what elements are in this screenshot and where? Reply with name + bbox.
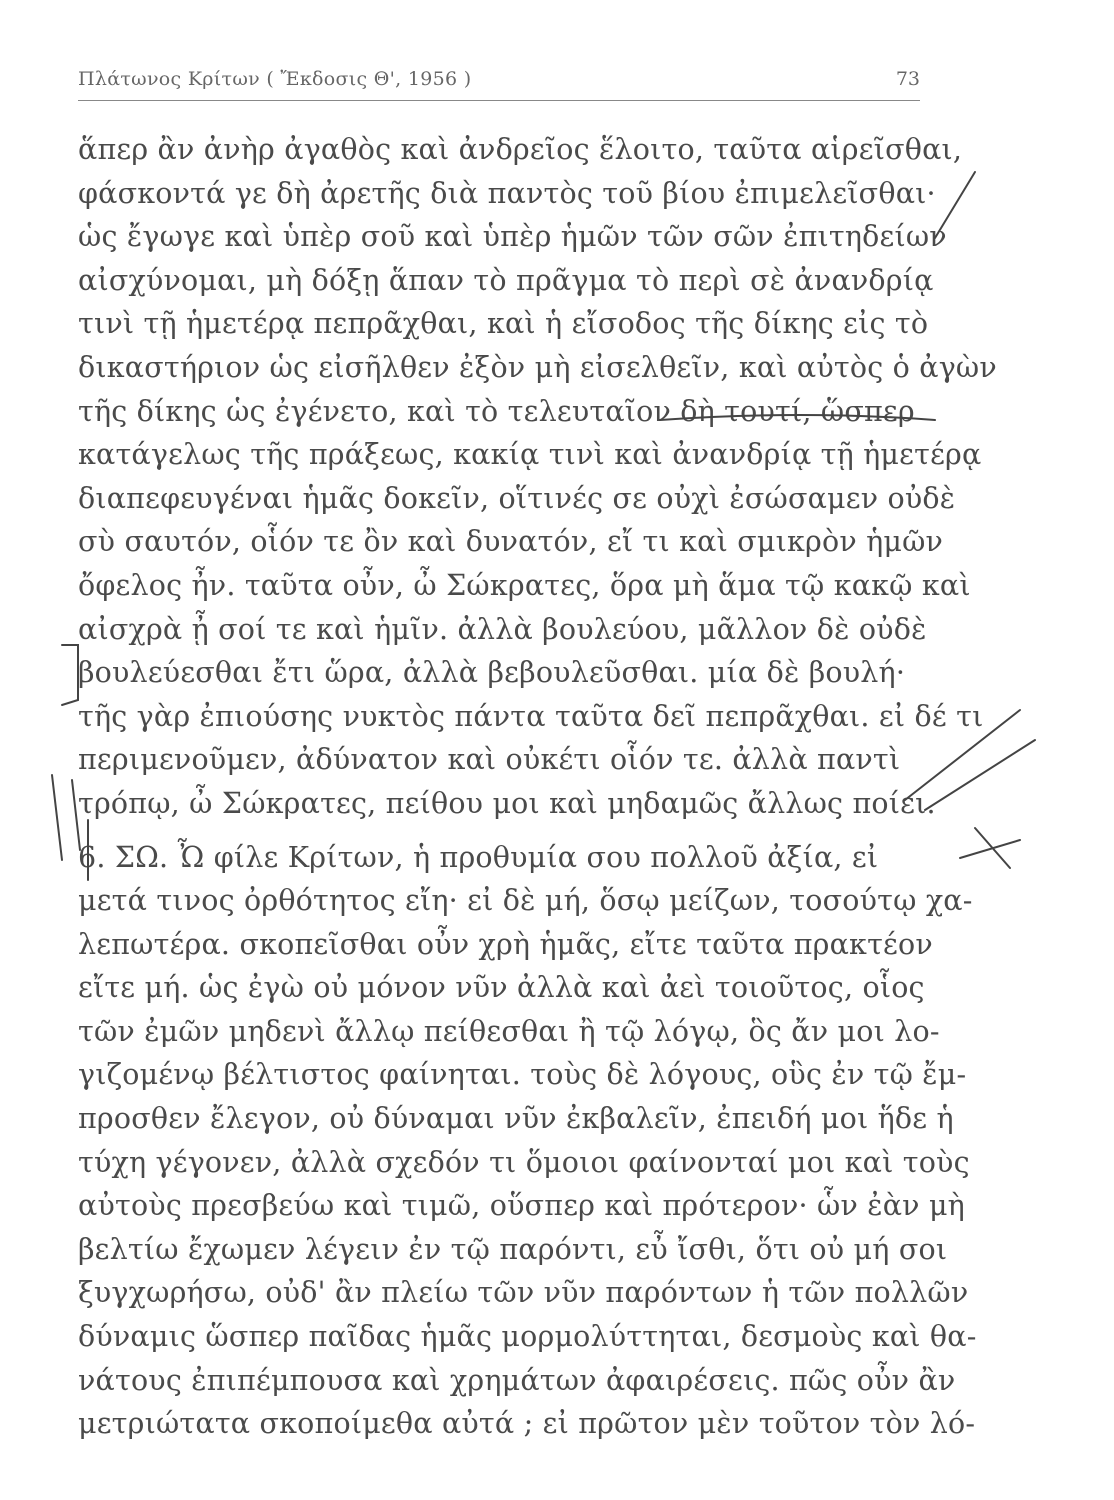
text-line: τῶν ἐμῶν μηδενὶ ἄλλῳ πείθεσθαι ἢ τῷ λόγῳ, ὃς ἄν μοι λο- bbox=[78, 1014, 940, 1048]
text-line: ξυγχωρήσω, οὐδ' ἂν πλείω τῶν νῦν παρόντων ἡ τῶν πολλῶν bbox=[78, 1276, 969, 1310]
margin-scribble-mark bbox=[52, 775, 80, 860]
text-line: αἰσχύνομαι, μὴ δόξῃ ἅπαν τὸ πρᾶγμα τὸ περὶ σὲ ἀνανδρίᾳ bbox=[78, 263, 934, 297]
text-line: δικαστήριον ὡς εἰσῆλθεν ἐξὸν μὴ εἰσελθεῖν, καὶ αὐτὸς ὁ ἀγὼν bbox=[78, 350, 997, 384]
text-line: βελτίω ἔχωμεν λέγειν ἐν τῷ παρόντι, εὖ ἴσθι, ὅτι οὐ μή σοι bbox=[78, 1232, 948, 1266]
section-start-line: 6. ΣΩ. Ὦ φίλε Κρίτων, ἡ προθυμία σου πολλοῦ ἀξία, εἰ bbox=[78, 840, 879, 874]
header-title: Πλάτωνος Κρίτων ( Ἔκδοσις Θ', 1956 ) bbox=[78, 68, 472, 90]
text-line: αἰσχρὰ ᾖ σοί τε καὶ ἡμῖν. ἀλλὰ βουλεύου, μᾶλλον δὲ οὐδὲ bbox=[78, 612, 927, 646]
text-line: τῆς γὰρ ἐπιούσης νυκτὸς πάντα ταῦτα δεῖ πεπρᾶχθαι. εἰ δέ τι bbox=[78, 699, 984, 733]
text-line: ὡς ἔγωγε καὶ ὑπὲρ σοῦ καὶ ὑπὲρ ἡμῶν τῶν σῶν ἐπιτηδείων bbox=[78, 220, 947, 254]
text-line: διαπεφευγέναι ἡμᾶς δοκεῖν, οἵτινές σε οὐχὶ ἐσώσαμεν οὐδὲ bbox=[78, 481, 956, 515]
text-line: περιμενοῦμεν, ἀδύνατον καὶ οὐκέτι οἷόν τε. ἀλλὰ παντὶ bbox=[78, 743, 901, 777]
bracket-mark bbox=[62, 645, 78, 705]
text-line: κατάγελως τῆς πράξεως, κακίᾳ τινὶ καὶ ἀνανδρίᾳ τῇ ἡμετέρᾳ bbox=[78, 438, 982, 472]
text-line: ἅπερ ἂν ἀνὴρ ἀγαθὸς καὶ ἀνδρεῖος ἕλοιτο, ταῦτα αἱρεῖσθαι, bbox=[78, 133, 963, 166]
main-text bbox=[78, 128, 997, 1446]
text-line: λεπωτέρα. σκοπεῖσθαι οὖν χρὴ ἡμᾶς, εἴτε ταῦτα πρακτέον bbox=[78, 927, 933, 961]
cross-mark bbox=[960, 828, 1020, 868]
text-line: μετά τινος ὀρθότητος εἴη· εἰ δὲ μή, ὅσῳ μείζων, τοσούτῳ χα- bbox=[78, 884, 973, 918]
text-line: τύχη γέγονεν, ἀλλὰ σχεδόν τι ὅμοιοι φαίνονταί μοι καὶ τοὺς bbox=[78, 1145, 970, 1179]
text-line: προσθεν ἔλεγον, οὐ δύναμαι νῦν ἐκβαλεῖν, ἐπειδή μοι ἥδε ἡ bbox=[78, 1102, 954, 1136]
page-number: 73 bbox=[895, 68, 920, 90]
text-line: δύναμις ὥσπερ παῖδας ἡμᾶς μορμολύττηται, δεσμοὺς καὶ θα- bbox=[78, 1320, 977, 1354]
text-line: βουλεύεσθαι ἔτι ὥρα, ἀλλὰ βεβουλεῦσθαι. μία δὲ βουλή· bbox=[78, 656, 906, 690]
text-line: τρόπῳ, ὦ Σώκρατες, πείθου μοι καὶ μηδαμῶς ἄλλως ποίει. bbox=[78, 786, 936, 820]
text-line: εἴτε μή. ὡς ἐγὼ οὐ μόνον νῦν ἀλλὰ καὶ ἀεὶ τοιοῦτος, οἷος bbox=[78, 971, 925, 1005]
text-line: αὐτοὺς πρεσβεύω καὶ τιμῶ, οὕσπερ καὶ πρότερον· ὧν ἐὰν μὴ bbox=[78, 1189, 965, 1223]
text-line: νάτους ἐπιπέμπουσα καὶ χρημάτων ἀφαιρέσεις. πῶς οὖν ἂν bbox=[78, 1363, 956, 1397]
text-line: φάσκοντά γε δὴ ἀρετῆς διὰ παντὸς τοῦ βίου ἐπιμελεῖσθαι· bbox=[78, 176, 936, 210]
text-line: τινὶ τῇ ἡμετέρᾳ πεπρᾶχθαι, καὶ ἡ εἴσοδος τῆς δίκης εἰς τὸ bbox=[78, 307, 929, 341]
text-line: ὄφελος ἦν. ταῦτα οὖν, ὦ Σώκρατες, ὅρα μὴ ἅμα τῷ κακῷ καὶ bbox=[78, 568, 971, 602]
text-line: μετριώτατα σκοποίμεθα αὐτά ; εἰ πρῶτον μὲν τοῦτον τὸν λό- bbox=[78, 1407, 976, 1441]
text-line: τῆς δίκης ὡς ἐγένετο, καὶ τὸ τελευταῖον δὴ τουτί, ὥσπερ bbox=[78, 394, 915, 428]
text-line: σὺ σαυτόν, οἷόν τε ὂν καὶ δυνατόν, εἴ τι καὶ σμικρὸν ἡμῶν bbox=[78, 525, 944, 559]
running-header bbox=[78, 60, 920, 101]
text-line: γιζομένῳ βέλτιστος φαίνηται. τοὺς δὲ λόγους, οὓς ἐν τῷ ἔμ- bbox=[78, 1058, 967, 1092]
